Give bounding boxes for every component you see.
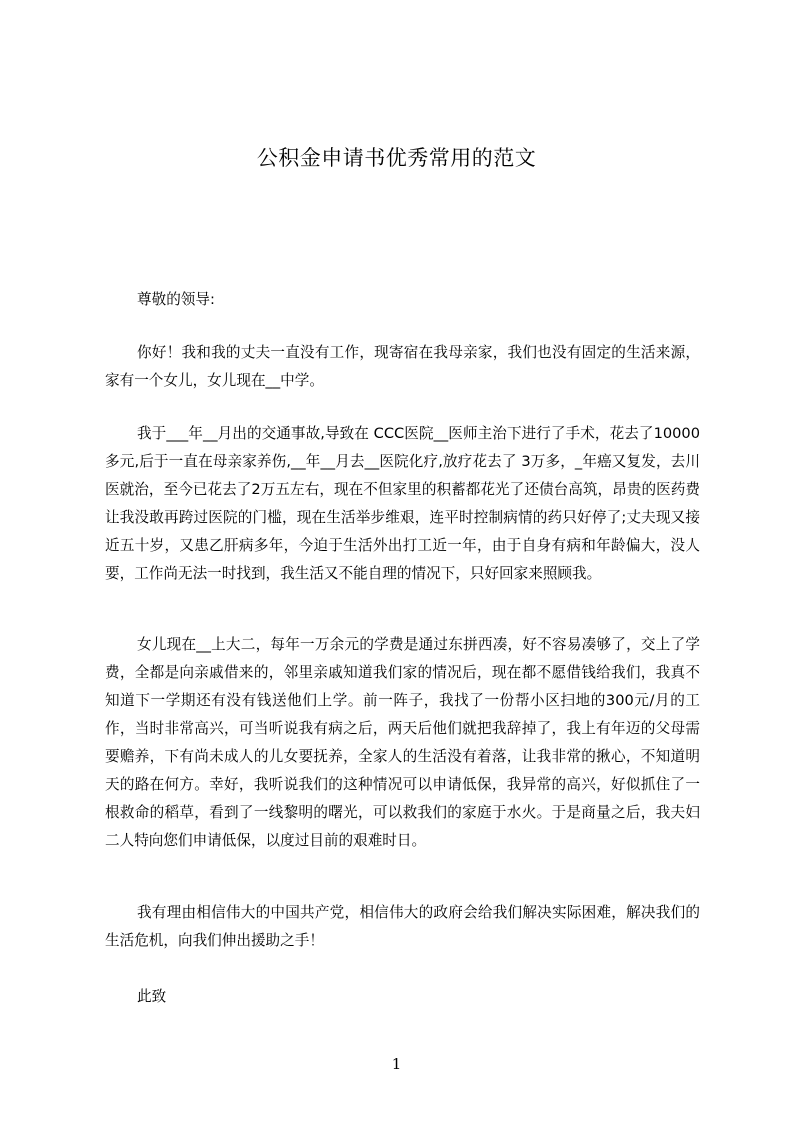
paragraph-2: 我于___年__月出的交通事故,导致在 CCC医院__医师主治下进行了手术，花去了10000多元,后于一直在母亲家养伤,__年__月去__医院化疗,放疗花去了 3万多，_年癌又复发，去川医就治，至今已花去了2万五左右，现在不但家里的积蓄都花光了还债台高筑，昂贵的医药费让我没敢再跨过医院的门槛，现在生活举步维艰，连平时控制病情的药只好停了;丈夫现又接近五十岁，又患乙肝病多年，今迫于生活外出打工近一年，由于自身有病和年龄偏大，没人要，工作尚无法一时找到，我生活又不能自理的情况下，只好回家来照顾我。 (105, 425, 700, 582)
closing: 此致 (137, 988, 167, 1005)
paragraph-1: 你好！我和我的丈夫一直没有工作，现寄宿在我母亲家，我们也没有固定的生活来源，家有一个女儿，女儿现在__中学。 (105, 344, 700, 389)
paragraph-3: 女儿现在__上大二，每年一万余元的学费是通过东拼西凑，好不容易凑够了，交上了学费，全都是向亲戚借来的，邻里亲戚知道我们家的情况后，现在都不愿借钱给我们，我真不知道下一学期还有没有钱送他们上学。前一阵子，我找了一份帮小区扫地的300元/月的工作，当时非常高兴，可当听说我有病之后，两天后他们就把我辞掉了，我上有年迈的父母需要赡养，下有尚未成人的儿女要抚养，全家人的生活没有着落，让我非常的揪心，不知道明天的路在何方。幸好，我听说我们的这种情况可以申请低保，我异常的高兴，好似抓住了一根救命的稻草，看到了一线黎明的曙光，可以救我们的家庭于水火。于是商量之后，我夫妇二人特向您们申请低保，以度过目前的艰难时日。 (105, 636, 700, 849)
greeting: 尊敬的领导: (137, 291, 215, 308)
paragraph-4: 我有理由相信伟大的中国共产党，相信伟大的政府会给我们解决实际困难，解决我们的生活危机，向我们伸出援助之手！ (105, 904, 700, 949)
document-title: 公积金申请书优秀常用的范文 (256, 146, 537, 170)
page-number: 1 (391, 1055, 402, 1073)
